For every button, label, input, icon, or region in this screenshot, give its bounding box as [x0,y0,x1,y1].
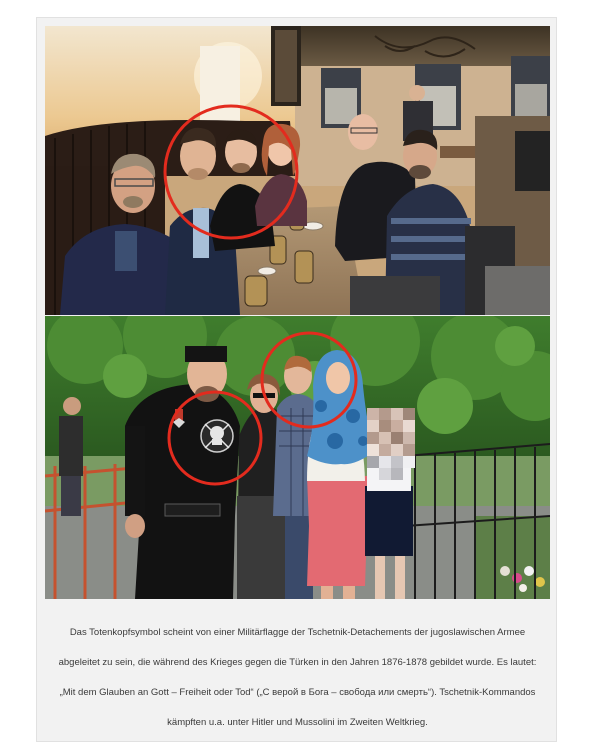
outdoor-group-photo [45,316,550,599]
restaurant-photo [45,26,550,315]
figure-card [36,17,557,742]
figure-caption: Das Totenkopfsymbol scheint von einer Militärflagge der Tschetnik-Detachements der jugoslawischen Armee abgeleitet zu sein, die während des Krieges gegen die Türken in den Jahren 1876-1878 gebildet wurde. Es lautet: „Mit dem Glauben an Gott – Freiheit oder Tod“ („С верой в Бога – свобода или смерть“). Tschetnik-Kommandos kämpften u.a. unter Hitler und Mussolini im Zweiten Weltkrieg. [58,626,537,728]
